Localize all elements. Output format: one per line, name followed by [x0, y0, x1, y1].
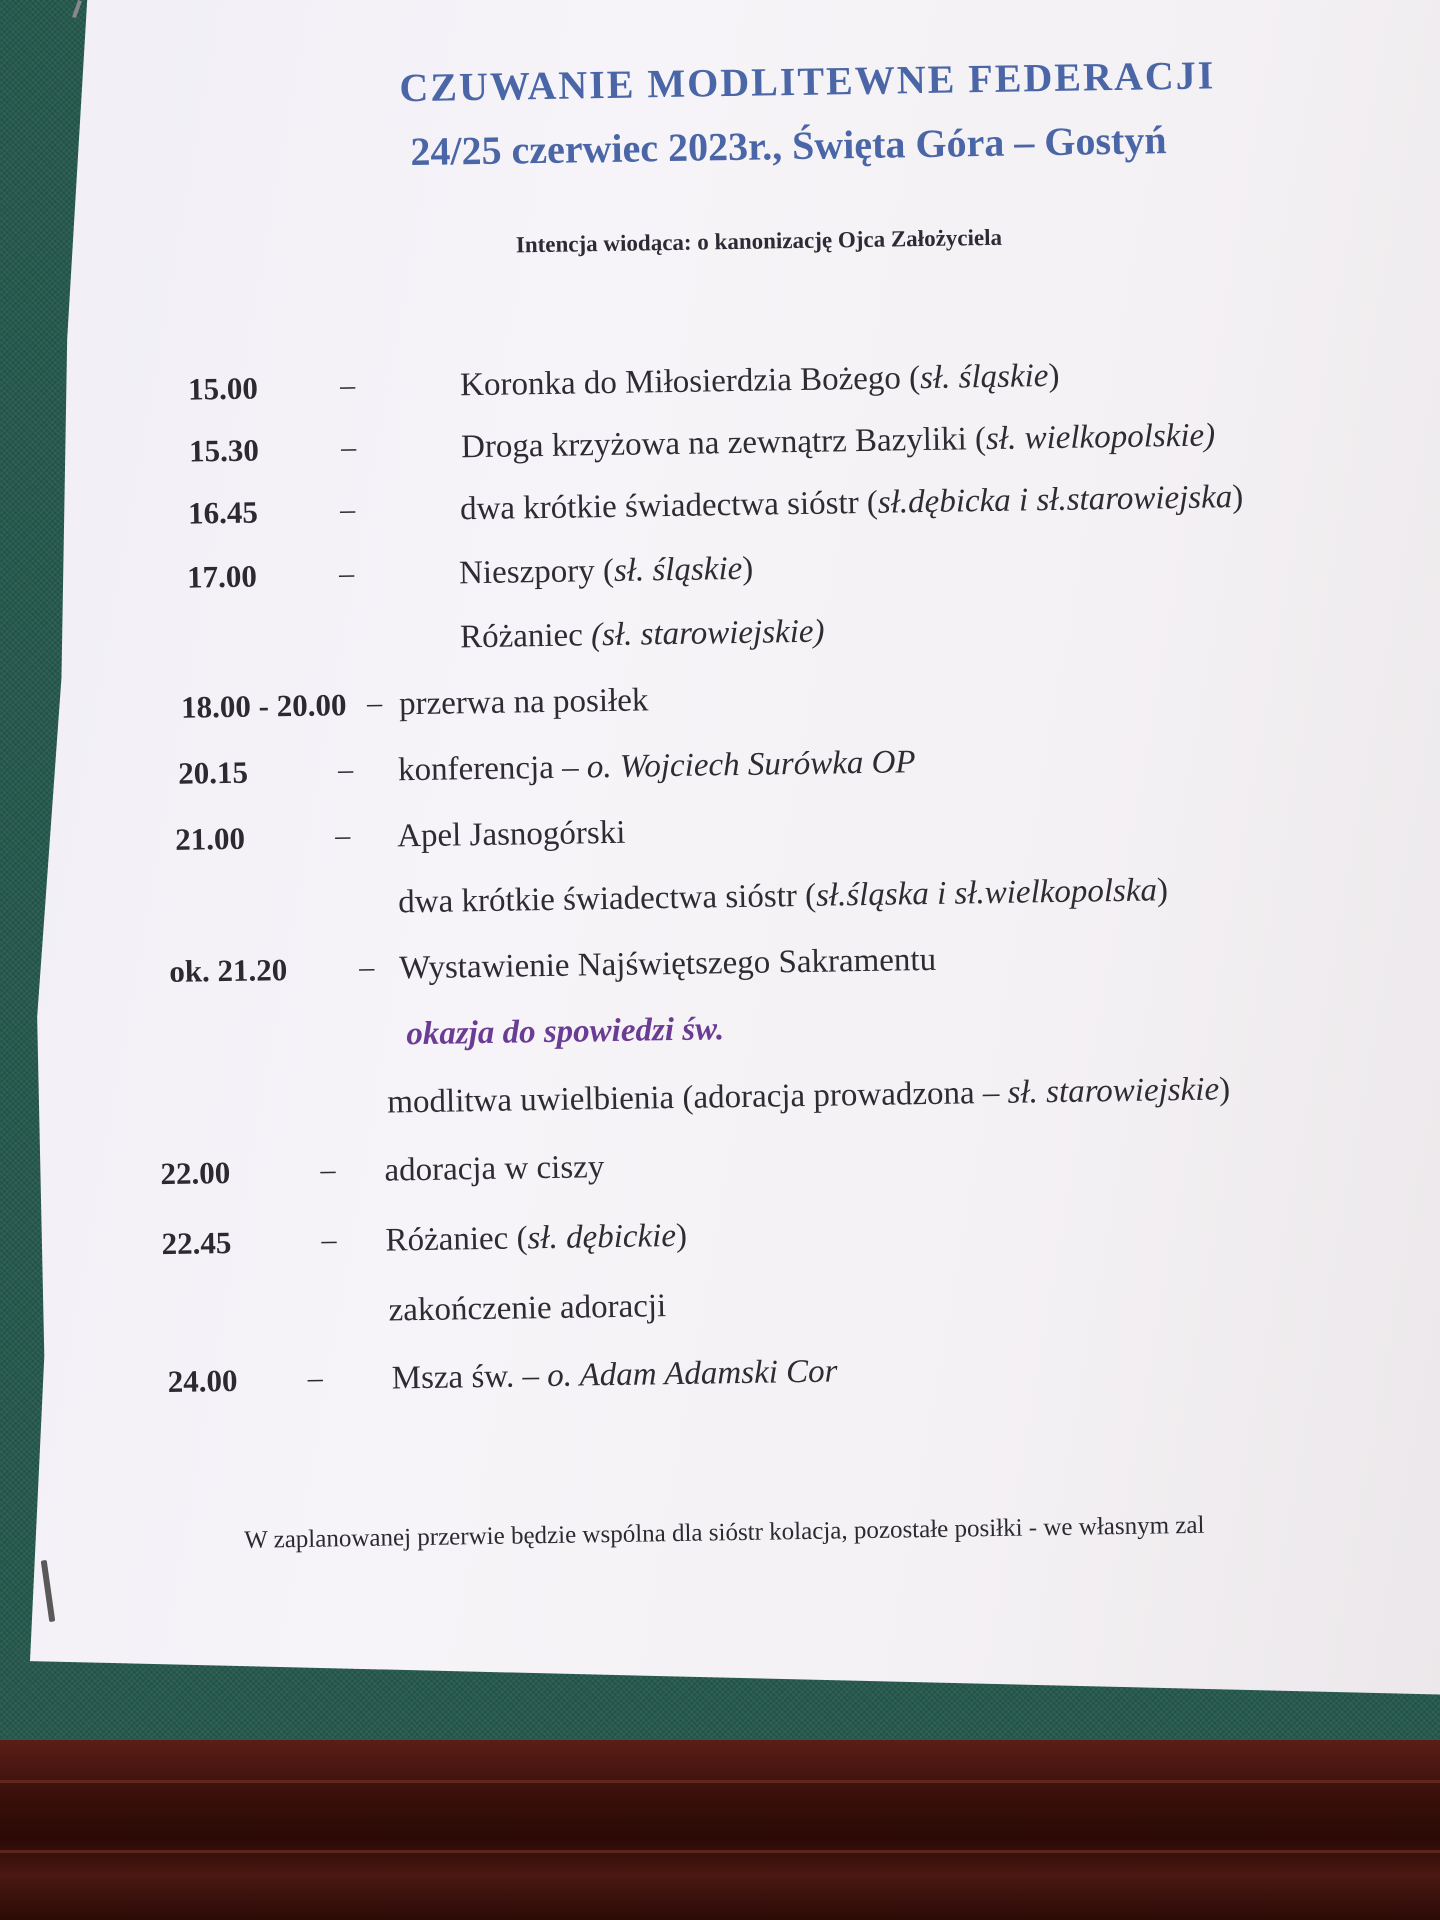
schedule-activity: adoracja w ciszy — [384, 1149, 605, 1189]
schedule-row — [175, 802, 1425, 862]
schedule-time: 21.00 — [174, 820, 246, 857]
schedule-activity: zakończenie adoracji — [388, 1288, 667, 1329]
confession-note: okazja do spowiedzi św. — [406, 1011, 725, 1053]
schedule-time: 22.00 — [160, 1155, 231, 1192]
schedule-time: 16.45 — [187, 494, 259, 531]
schedule-dash: – — [339, 492, 356, 527]
schedule-row — [181, 670, 1431, 730]
schedule-row — [161, 1206, 1411, 1266]
page-title: CZUWANIE MODLITEWNE FEDERACJI — [399, 52, 1216, 111]
schedule-dash: – — [320, 1153, 336, 1187]
footer-note: W zaplanowanej przerwie będzie wspólna dla sióstr kolacja, pozostałe posiłki - we własnym zal — [244, 1511, 1205, 1554]
schedule-time: 18.00 - 20.00 — [180, 687, 347, 725]
schedule-row — [162, 1276, 1412, 1336]
schedule-row — [187, 540, 1437, 600]
schedule-activity: Apel Jasnogórski — [396, 814, 626, 855]
schedule-row — [189, 414, 1439, 474]
schedule-activity: dwa krótkie świadectwa sióstr (sł.dębicka i sł.starowiejska) — [459, 479, 1244, 528]
schedule-dash: – — [307, 1361, 323, 1395]
schedule-row — [176, 868, 1426, 928]
page-subtitle: 24/25 czerwiec 2023r., Święta Góra – Gostyń — [410, 117, 1167, 175]
schedule-time: 20.15 — [177, 754, 249, 791]
schedule-activity: Nieszpory (sł. śląskie) — [458, 550, 754, 592]
schedule-dash: – — [337, 753, 354, 787]
schedule-time: ok. 21.20 — [169, 952, 288, 989]
schedule-dash: – — [321, 1223, 337, 1257]
schedule-row — [188, 352, 1438, 412]
schedule-activity: Msza św. – o. Adam Adamski Cor — [391, 1353, 838, 1397]
schedule-activity: Różaniec (sł. starowiejskie) — [459, 613, 825, 656]
schedule-row — [178, 736, 1428, 796]
schedule-row — [160, 1136, 1410, 1196]
schedule-row — [165, 1068, 1440, 1128]
schedule-activity: Droga krzyżowa na zewnątrz Bazyliki (sł. wielkopolskie) — [460, 417, 1216, 466]
schedule-dash: – — [340, 430, 357, 465]
schedule-time: 17.00 — [186, 558, 258, 595]
schedule-activity: konferencja – o. Wojciech Surówka OP — [397, 744, 916, 789]
schedule-activity: modlitwa uwielbienia (adoracja prowadzona – sł. starowiejskie) — [387, 1071, 1231, 1121]
schedule-dash: – — [339, 368, 356, 403]
schedule-time: 22.45 — [161, 1224, 232, 1262]
schedule-dash: – — [334, 819, 351, 853]
schedule-dash: – — [366, 686, 383, 720]
schedule-dash: – — [358, 950, 375, 984]
intention-line: Intencja wiodąca: o kanonizację Ojca Założyciela — [515, 224, 1003, 258]
schedule-dash: – — [338, 556, 355, 591]
schedule-row — [170, 1000, 1420, 1060]
schedule-activity: Wystawienie Najświętszego Sakramentu — [398, 941, 937, 987]
schedule-row — [188, 476, 1438, 536]
schedule-activity: Różaniec (sł. dębickie) — [385, 1217, 688, 1259]
poster-content — [30, 0, 1440, 1695]
schedule-time: 15.30 — [188, 432, 260, 469]
schedule-activity: przerwa na posiłek — [398, 682, 649, 723]
schedule-row — [188, 604, 1438, 664]
schedule-row — [167, 1344, 1417, 1404]
schedule-time: 24.00 — [167, 1362, 238, 1400]
wooden-frame — [0, 1740, 1440, 1920]
schedule-time: 15.00 — [187, 370, 259, 407]
schedule-activity: dwa krótkie świadectwa sióstr (sł.śląska i sł.wielkopolska) — [397, 872, 1169, 921]
schedule-activity: Koronka do Miłosierdzia Bożego (sł. śląskie) — [459, 357, 1060, 404]
schedule-row — [169, 934, 1419, 994]
